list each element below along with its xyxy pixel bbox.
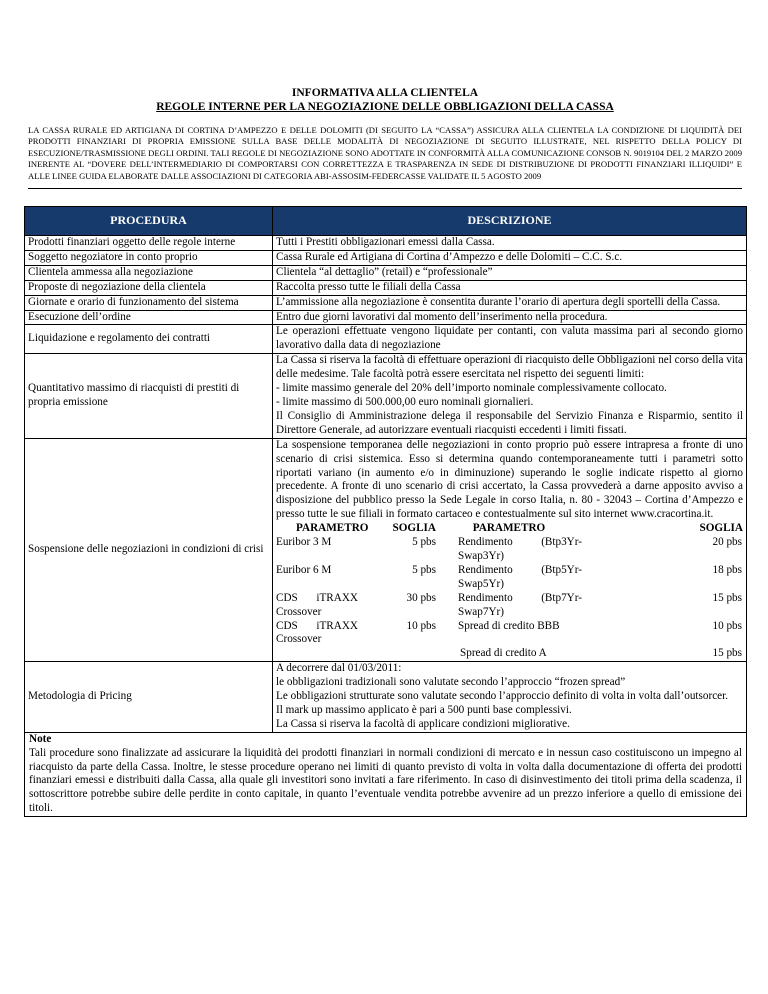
parameters-table — [276, 522, 743, 661]
pricing-line: Le obbligazioni strutturate sono valutate secondo l’approccio definito di volta in volta dall’outsorcer. — [276, 690, 729, 703]
procedure-cell: Esecuzione dell’ordine — [25, 310, 273, 325]
description-cell: Entro due giorni lavorativi dal momento dell’inserimento nella procedura. — [273, 310, 747, 325]
param-name: CDS iTRAXX Crossover — [276, 619, 358, 646]
param-name: CDS iTRAXX Crossover — [276, 591, 358, 618]
param-threshold: 5 pbs — [412, 563, 436, 576]
table-row-note — [25, 732, 747, 816]
param-threshold: 5 pbs — [412, 536, 436, 549]
description-cell: Cassa Rurale ed Artigiana di Cortina d’Ampezzo e delle Dolomiti – C.C. S.c. — [273, 250, 747, 265]
soglia-header: SOGLIA — [392, 522, 436, 535]
param-name: Euribor 6 M — [276, 563, 332, 576]
document-subtitle: REGOLE INTERNE PER LA NEGOZIAZIONE DELLE OBBLIGAZIONI DELLA CASSA — [156, 101, 614, 113]
table-row-riacquisti — [25, 354, 747, 438]
pricing-line: A decorrere dal 01/03/2011: — [276, 662, 402, 675]
procedure-cell: Giornate e orario di funzionamento del sistema — [25, 295, 273, 310]
riacquisti-delega: Il Consiglio di Amministrazione delega il responsabile del Servizio Finanza e Risparmio, sentito il Direttore Generale, ad autorizzare eventuali riacquisti eccedenti i limiti fissati. — [276, 409, 743, 436]
table-header-row — [25, 207, 747, 236]
table-row — [25, 295, 747, 310]
column-header-descrizione: DESCRIZIONE — [273, 207, 747, 236]
soglia-header: SOGLIA — [699, 522, 743, 535]
description-cell: Raccolta presso tutte le filiali della Cassa — [273, 280, 747, 295]
param-threshold: 20 pbs — [712, 536, 742, 549]
param-name: Rendimento (Btp3Yr-Swap3Yr) — [458, 536, 582, 562]
param-name — [276, 647, 358, 661]
procedure-cell: Proposte di negoziazione della clientela — [25, 280, 273, 295]
document-title: INFORMATIVA ALLA CLIENTELA — [291, 87, 479, 99]
rules-table — [24, 206, 747, 817]
table-row — [25, 265, 747, 280]
note-title: Note — [29, 732, 52, 745]
param-threshold — [358, 647, 436, 661]
description-cell: Clientela “al dettaglio” (retail) e “professionale” — [273, 265, 747, 280]
procedure-cell: Clientela ammessa alla negoziazione — [25, 265, 273, 280]
table-row — [25, 236, 747, 251]
procedure-cell: Sospensione delle negoziazioni in condizioni di crisi — [25, 438, 273, 662]
param-threshold: 30 pbs — [406, 591, 436, 604]
param-name: Spread di credito BBB — [458, 619, 560, 632]
riacquisti-limit-2: - limite massimo di 500.000,00 euro nominali giornalieri. — [276, 396, 743, 410]
description-cell — [273, 354, 747, 438]
param-header: PARAMETRO — [296, 522, 369, 535]
table-row — [25, 325, 747, 354]
param-threshold: 15 pbs — [712, 647, 742, 660]
procedure-cell: Metodologia di Pricing — [25, 662, 273, 733]
param-threshold: 15 pbs — [712, 591, 742, 604]
table-row-pricing — [25, 662, 747, 733]
pricing-line: le obbligazioni tradizionali sono valutate secondo l’approccio “frozen spread” — [276, 676, 626, 689]
description-cell: L’ammissione alla negoziazione è consentita durante l’orario di apertura degli sportelli della Cassa. — [273, 295, 747, 310]
riacquisti-limit-1: - limite massimo generale del 20% dell’importo nominale complessivamente collocato. — [276, 382, 743, 396]
param-header: PARAMETRO — [472, 522, 546, 535]
pricing-line: La Cassa si riserva la facoltà di applicare condizioni migliorative. — [276, 717, 570, 730]
note-cell — [25, 732, 747, 816]
document-page — [28, 86, 742, 817]
table-row-sospensione — [25, 438, 747, 662]
procedure-cell: Prodotti finanziari oggetto delle regole interne — [25, 236, 273, 251]
table-row — [25, 310, 747, 325]
pricing-line: Il mark up massimo applicato è pari a 500 punti base complessivi. — [276, 703, 572, 716]
param-threshold: 10 pbs — [406, 619, 436, 632]
param-threshold: 10 pbs — [712, 619, 742, 632]
column-header-procedura: PROCEDURA — [25, 207, 273, 236]
procedure-cell: Liquidazione e regolamento dei contratti — [25, 325, 273, 354]
description-cell — [273, 438, 747, 662]
description-cell: Le operazioni effettuate vengono liquidate per contanti, con valuta massima pari al secondo giorno lavorativo dalla data di negoziazione — [273, 325, 747, 354]
param-name: Rendimento (Btp5Yr-Swap5Yr) — [458, 563, 582, 590]
sospensione-text: La sospensione temporanea delle negoziazioni in conto proprio può essere intrapresa a fronte di uno scenario di crisi sistemica. Esso si determina quando contemporaneamente tutti i parametri sotto riportati variano (in aumento e/o in diminuzione) superando le soglie indicate rispetto al giorno precedente. A fronte di uno scenario di crisi accertato, la Cassa provvederà a darne apposito avviso a disposizione del pubblico presso la Sede Legale in corso Italia, n. 80 - 32043 – Cortina d’Ampezzo e presso tutte le sue filiali in formato cartaceo e contestualmente sul sito internet www.cracortina.it. — [276, 438, 743, 521]
param-name: Euribor 3 M — [276, 536, 332, 549]
table-row — [25, 280, 747, 295]
table-row — [25, 250, 747, 265]
note-text: Tali procedure sono finalizzate ad assicurare la liquidità dei prodotti finanziari in normali condizioni di mercato e in nessun caso costituiscono un impegno al riacquisto da parte della Cassa. Inoltre, le stesse procedure operano nei limiti di quanto previsto di volta in volta dalla documentazione di offerta dei prodotti finanziari emessi e distribuiti dalla Cassa, alla quale gli investitori sono invitati a fare riferimento. In caso di disinvestimento dei titoli prima della scadenza, il sottoscrittore potrebbe subire delle perdite in conto capitale, in quanto l’eventuale vendita potrebbe avvenire ad un prezzo inferiore a quello di emissione dei titoli. — [29, 746, 742, 815]
param-name: Rendimento (Btp7Yr-Swap7Yr) — [458, 591, 582, 618]
description-cell: Tutti i Prestiti obbligazionari emessi dalla Cassa. — [273, 236, 747, 251]
procedure-cell: Soggetto negoziatore in conto proprio — [25, 250, 273, 265]
riacquisti-intro: La Cassa si riserva la facoltà di effettuare operazioni di riacquisto delle Obbligazioni nel corso della vita delle medesime. Tale facoltà potrà essere esercitata nel rispetto dei seguenti limiti: — [276, 354, 744, 381]
description-cell — [273, 662, 747, 733]
param-name: Spread di credito A — [460, 647, 547, 660]
procedure-cell: Quantitativo massimo di riacquisti di prestiti di propria emissione — [25, 354, 273, 438]
intro-paragraph: LA CASSA RURALE ED ARTIGIANA DI CORTINA D’AMPEZZO E DELLE DOLOMITI (DI SEGUITO LA “CASSA”) ASSICURA ALLA CLIENTELA LA CONDIZIONE DI LIQUIDITÀ DEI PRODOTTI FINANZIARI DI PROPRIA EMISSIONE SULLA BASE DELLE MODALITÀ DI NEGOZIAZIONE DI SEGUITO ILLUSTRATE, NEL RISPETTO DELLA POLICY DI ESECUZIONE/TRASMISSIONE DEGLI ORDINI. TALI REGOLE DI NEGOZIAZIONE SONO ADOTTATE IN CONFORMITÀ ALLA COMUNICAZIONE CONSOB N. 9019104 DEL 2 MARZO 2009 INERENTE AL “DOVERE DELL’INTERMEDIARIO DI COMPORTARSI CON CORRETTEZZA E TRASPARENZA IN SEDE DI DISTRIBUZIONE DI PRODOTTI FINANZIARI ILLIQUIDI” E ALLE LINEE GUIDA ELABORATE DALLE ASSOCIAZIONI DI CATEGORIA ABI-ASSOSIM-FEDERCASSE VALIDATE IL 5 AGOSTO 2009 — [28, 125, 742, 189]
param-threshold: 18 pbs — [712, 563, 742, 576]
